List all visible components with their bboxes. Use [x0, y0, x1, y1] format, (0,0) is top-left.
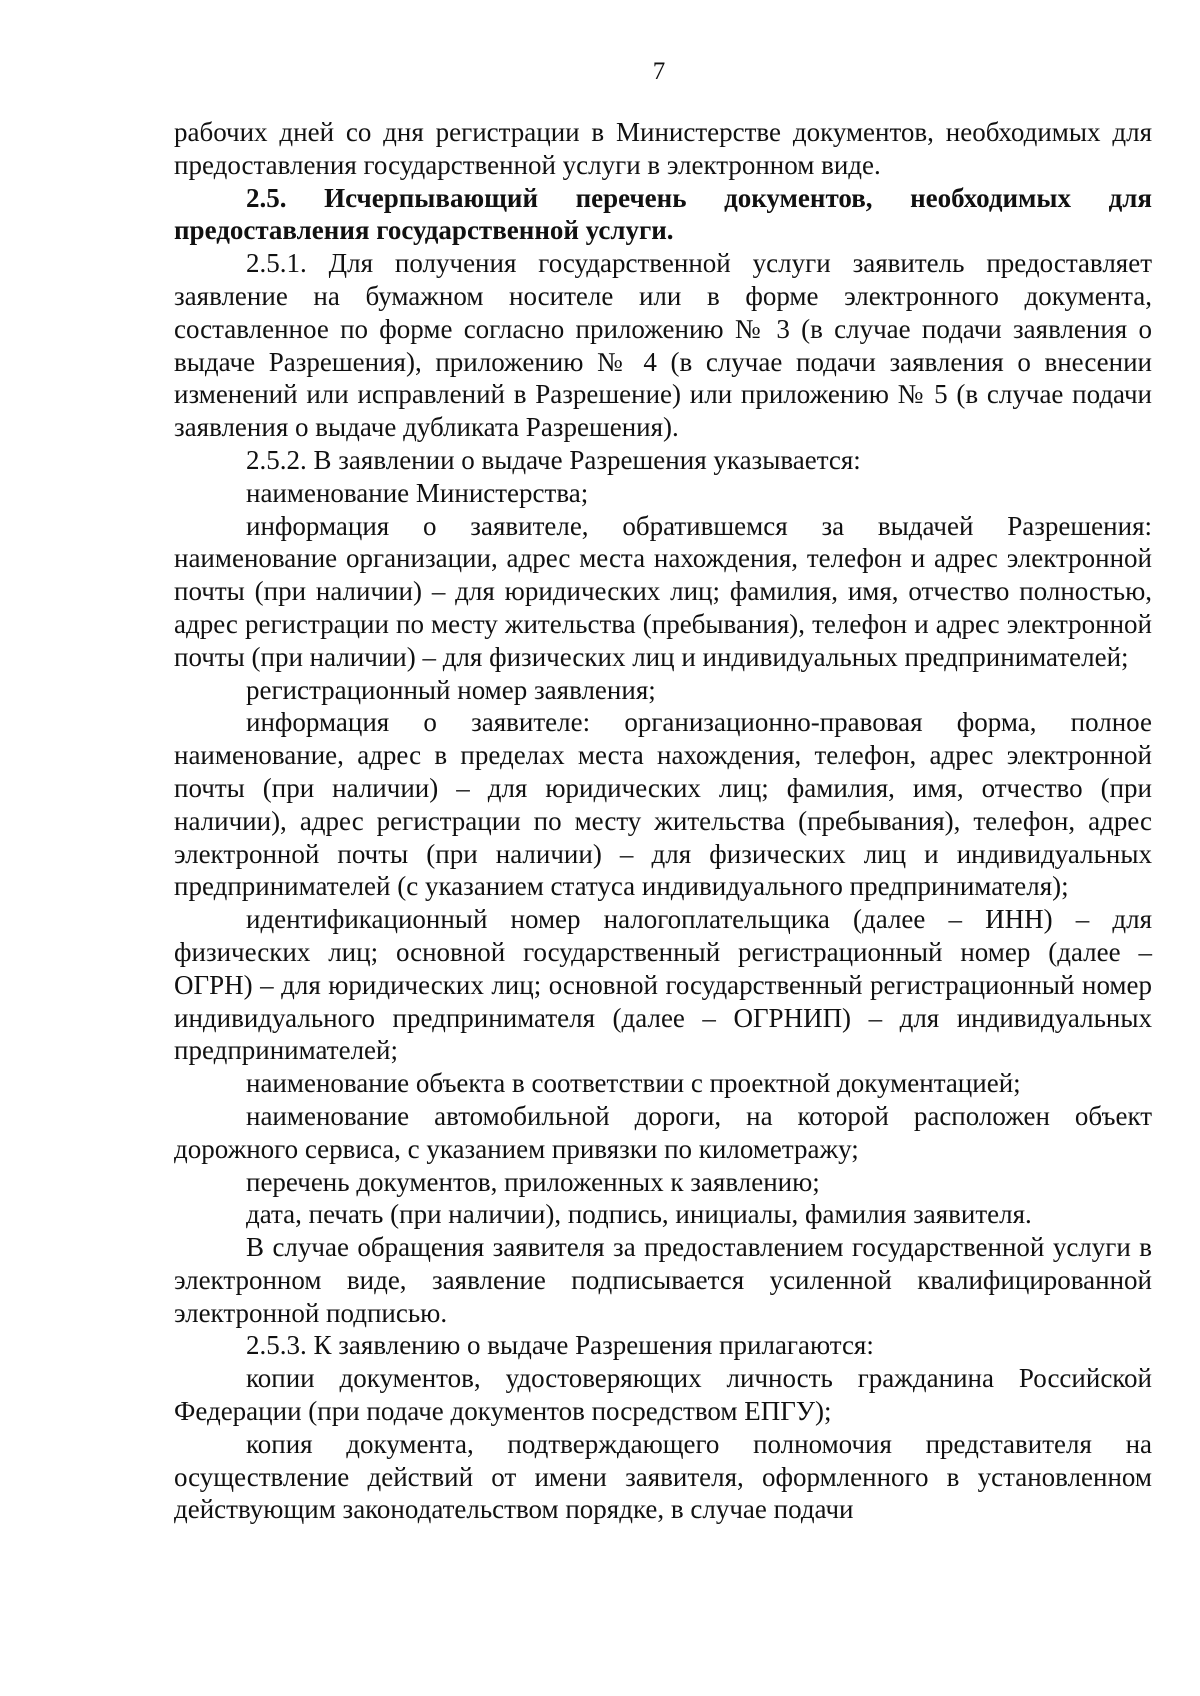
- list-item: наименование Министерства;: [246, 477, 589, 508]
- document-body: [174, 116, 1152, 1526]
- page-number: 7: [652, 58, 666, 85]
- list-item: информация о заявителе, обратившемся за выдачей Разрешения: наименование организации, адрес места нахождения, телефон и адрес электронной почты (при наличии) – для юридических лиц; фамилия, имя, отчество полностью, адрес регистрации по месту жительства (пребывания), телефон и адрес электронной почты (при наличии) – для физических лиц и индивидуальных предпринимателей;: [174, 510, 1152, 672]
- paragraph: 2.5.2. В заявлении о выдаче Разрешения указывается:: [246, 444, 861, 475]
- list-item: дата, печать (при наличии), подпись, инициалы, фамилия заявителя.: [246, 1199, 1032, 1230]
- list-item: наименование объекта в соответствии с проектной документацией;: [246, 1068, 1021, 1099]
- continuation-paragraph: рабочих дней со дня регистрации в Министерстве документов, необходимых для предоставления государственной услуги в электронном виде.: [174, 117, 1152, 180]
- list-item: идентификационный номер налогоплательщика (далее – ИНН) – для физических лиц; основной государственный регистрационный номер (далее – ОГРН) – для юридических лиц; основной государственный регистрационный номер индивидуального предпринимателя (далее – ОГРНИП) – для индивидуальных предпринимателей;: [174, 904, 1152, 1066]
- list-item: копии документов, удостоверяющих личность гражданина Российской Федерации (при подаче документов посредством ЕПГУ);: [174, 1363, 1152, 1427]
- list-item: копия документа, подтверждающего полномочия представителя на осуществление действий от имени заявителя, оформленного в установленном действующим законодательством порядке, в случае подачи: [174, 1428, 1152, 1525]
- paragraph: 2.5.3. К заявлению о выдаче Разрешения прилагаются:: [246, 1330, 874, 1361]
- paragraph: 2.5.1. Для получения государственной услуги заявитель предоставляет заявление на бумажном носителе или в форме электронного документа, составленное по форме согласно приложению № 3 (в случае подачи заявления о выдаче Разрешения), приложению № 4 (в случае подачи заявления о внесении изменений или исправлений в Разрешение) или приложению № 5 (в случае подачи заявления о выдаче дубликата Разрешения).: [174, 248, 1152, 443]
- paragraph: В случае обращения заявителя за предоставлением государственной услуги в электронном виде, заявление подписывается усиленной квалифицированной электронной подписью.: [174, 1232, 1152, 1328]
- section-heading: 2.5. Исчерпывающий перечень документов, необходимых для предоставления государственной услуги.: [174, 182, 1152, 246]
- list-item: наименование автомобильной дороги, на которой расположен объект дорожного сервиса, с указанием привязки по километражу;: [174, 1100, 1152, 1164]
- list-item: перечень документов, приложенных к заявлению;: [246, 1166, 820, 1197]
- list-item: информация о заявителе: организационно-правовая форма, полное наименование, адрес в пределах места нахождения, телефон, адрес электронной почты (при наличии) – для юридических лиц; фамилия, имя, отчество (при наличии), адрес регистрации по месту жительства (пребывания), телефон, адрес электронной почты (при наличии) – для физических лиц и индивидуальных предпринимателей (с указанием статуса индивидуального предпринимателя);: [174, 707, 1152, 902]
- list-item: регистрационный номер заявления;: [246, 674, 656, 705]
